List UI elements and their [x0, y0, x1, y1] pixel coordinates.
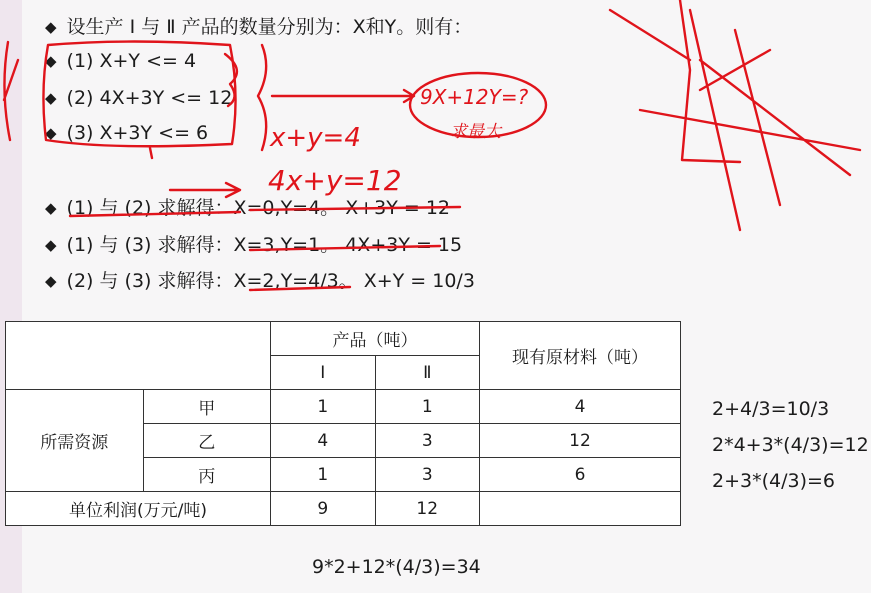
diamond-bullet-icon: ◆	[45, 52, 57, 70]
handwritten-eq-1: x+y=4	[270, 123, 361, 153]
solution-1: ◆ (1) 与 (2) 求解得：X=0,Y=4。 X+3Y = 12	[45, 197, 451, 219]
col-header-1: Ⅰ	[271, 356, 376, 390]
side-note-2: 2*4+3*(4/3)=12	[712, 434, 869, 456]
objective-text: 9X+12Y=?	[420, 85, 529, 109]
constraint-2: ◆ (2) 4X+3Y <= 12	[45, 87, 233, 109]
left-margin-marks	[4, 42, 18, 140]
resource-table	[5, 321, 681, 526]
diamond-bullet-icon: ◆	[45, 272, 57, 290]
solution-2: ◆ (1) 与 (3) 求解得：X=3,Y=1。 4X+3Y = 15	[45, 234, 463, 256]
diamond-bullet-icon: ◆	[45, 236, 57, 254]
bottom-note: 9*2+12*(4/3)=34	[312, 556, 481, 578]
product-header: 产品（吨）	[271, 322, 480, 356]
table-corner	[6, 322, 271, 390]
table-row: 单位利润(万元/吨) 9 12	[6, 492, 681, 526]
side-note-3: 2+3*(4/3)=6	[712, 470, 836, 492]
intro-line	[45, 12, 472, 39]
constraint-3: ◆ (3) X+3Y <= 6	[45, 122, 209, 144]
diamond-bullet-icon: ◆	[45, 199, 57, 217]
handwritten-eq-2: 4x+y=12	[268, 164, 402, 197]
table-row: 丙 1 3 6	[6, 458, 681, 492]
material-header: 现有原材料（吨）	[480, 322, 681, 390]
profit-label: 单位利润(万元/吨)	[6, 492, 271, 526]
table-row: 乙 4 3 12	[6, 424, 681, 458]
diamond-bullet-icon: ◆	[45, 124, 57, 142]
intro-text: 设生产 Ⅰ 与 Ⅱ 产品的数量分别为：X和Y。则有：	[66, 16, 473, 38]
constraint-1: ◆ (1) X+Y <= 4	[45, 50, 197, 72]
table-row: 所需资源 甲 1 1 4	[6, 390, 681, 424]
resource-label: 所需资源	[6, 390, 144, 492]
scribble-text: 求最大	[450, 122, 501, 142]
solution-3: ◆ (2) 与 (3) 求解得：X=2,Y=4/3。 X+Y = 10/3	[45, 270, 475, 292]
diamond-bullet-icon: ◆	[45, 18, 57, 36]
col-header-2: Ⅱ	[375, 356, 480, 390]
diamond-bullet-icon: ◆	[45, 89, 57, 107]
side-note-1: 2+4/3=10/3	[712, 398, 830, 420]
